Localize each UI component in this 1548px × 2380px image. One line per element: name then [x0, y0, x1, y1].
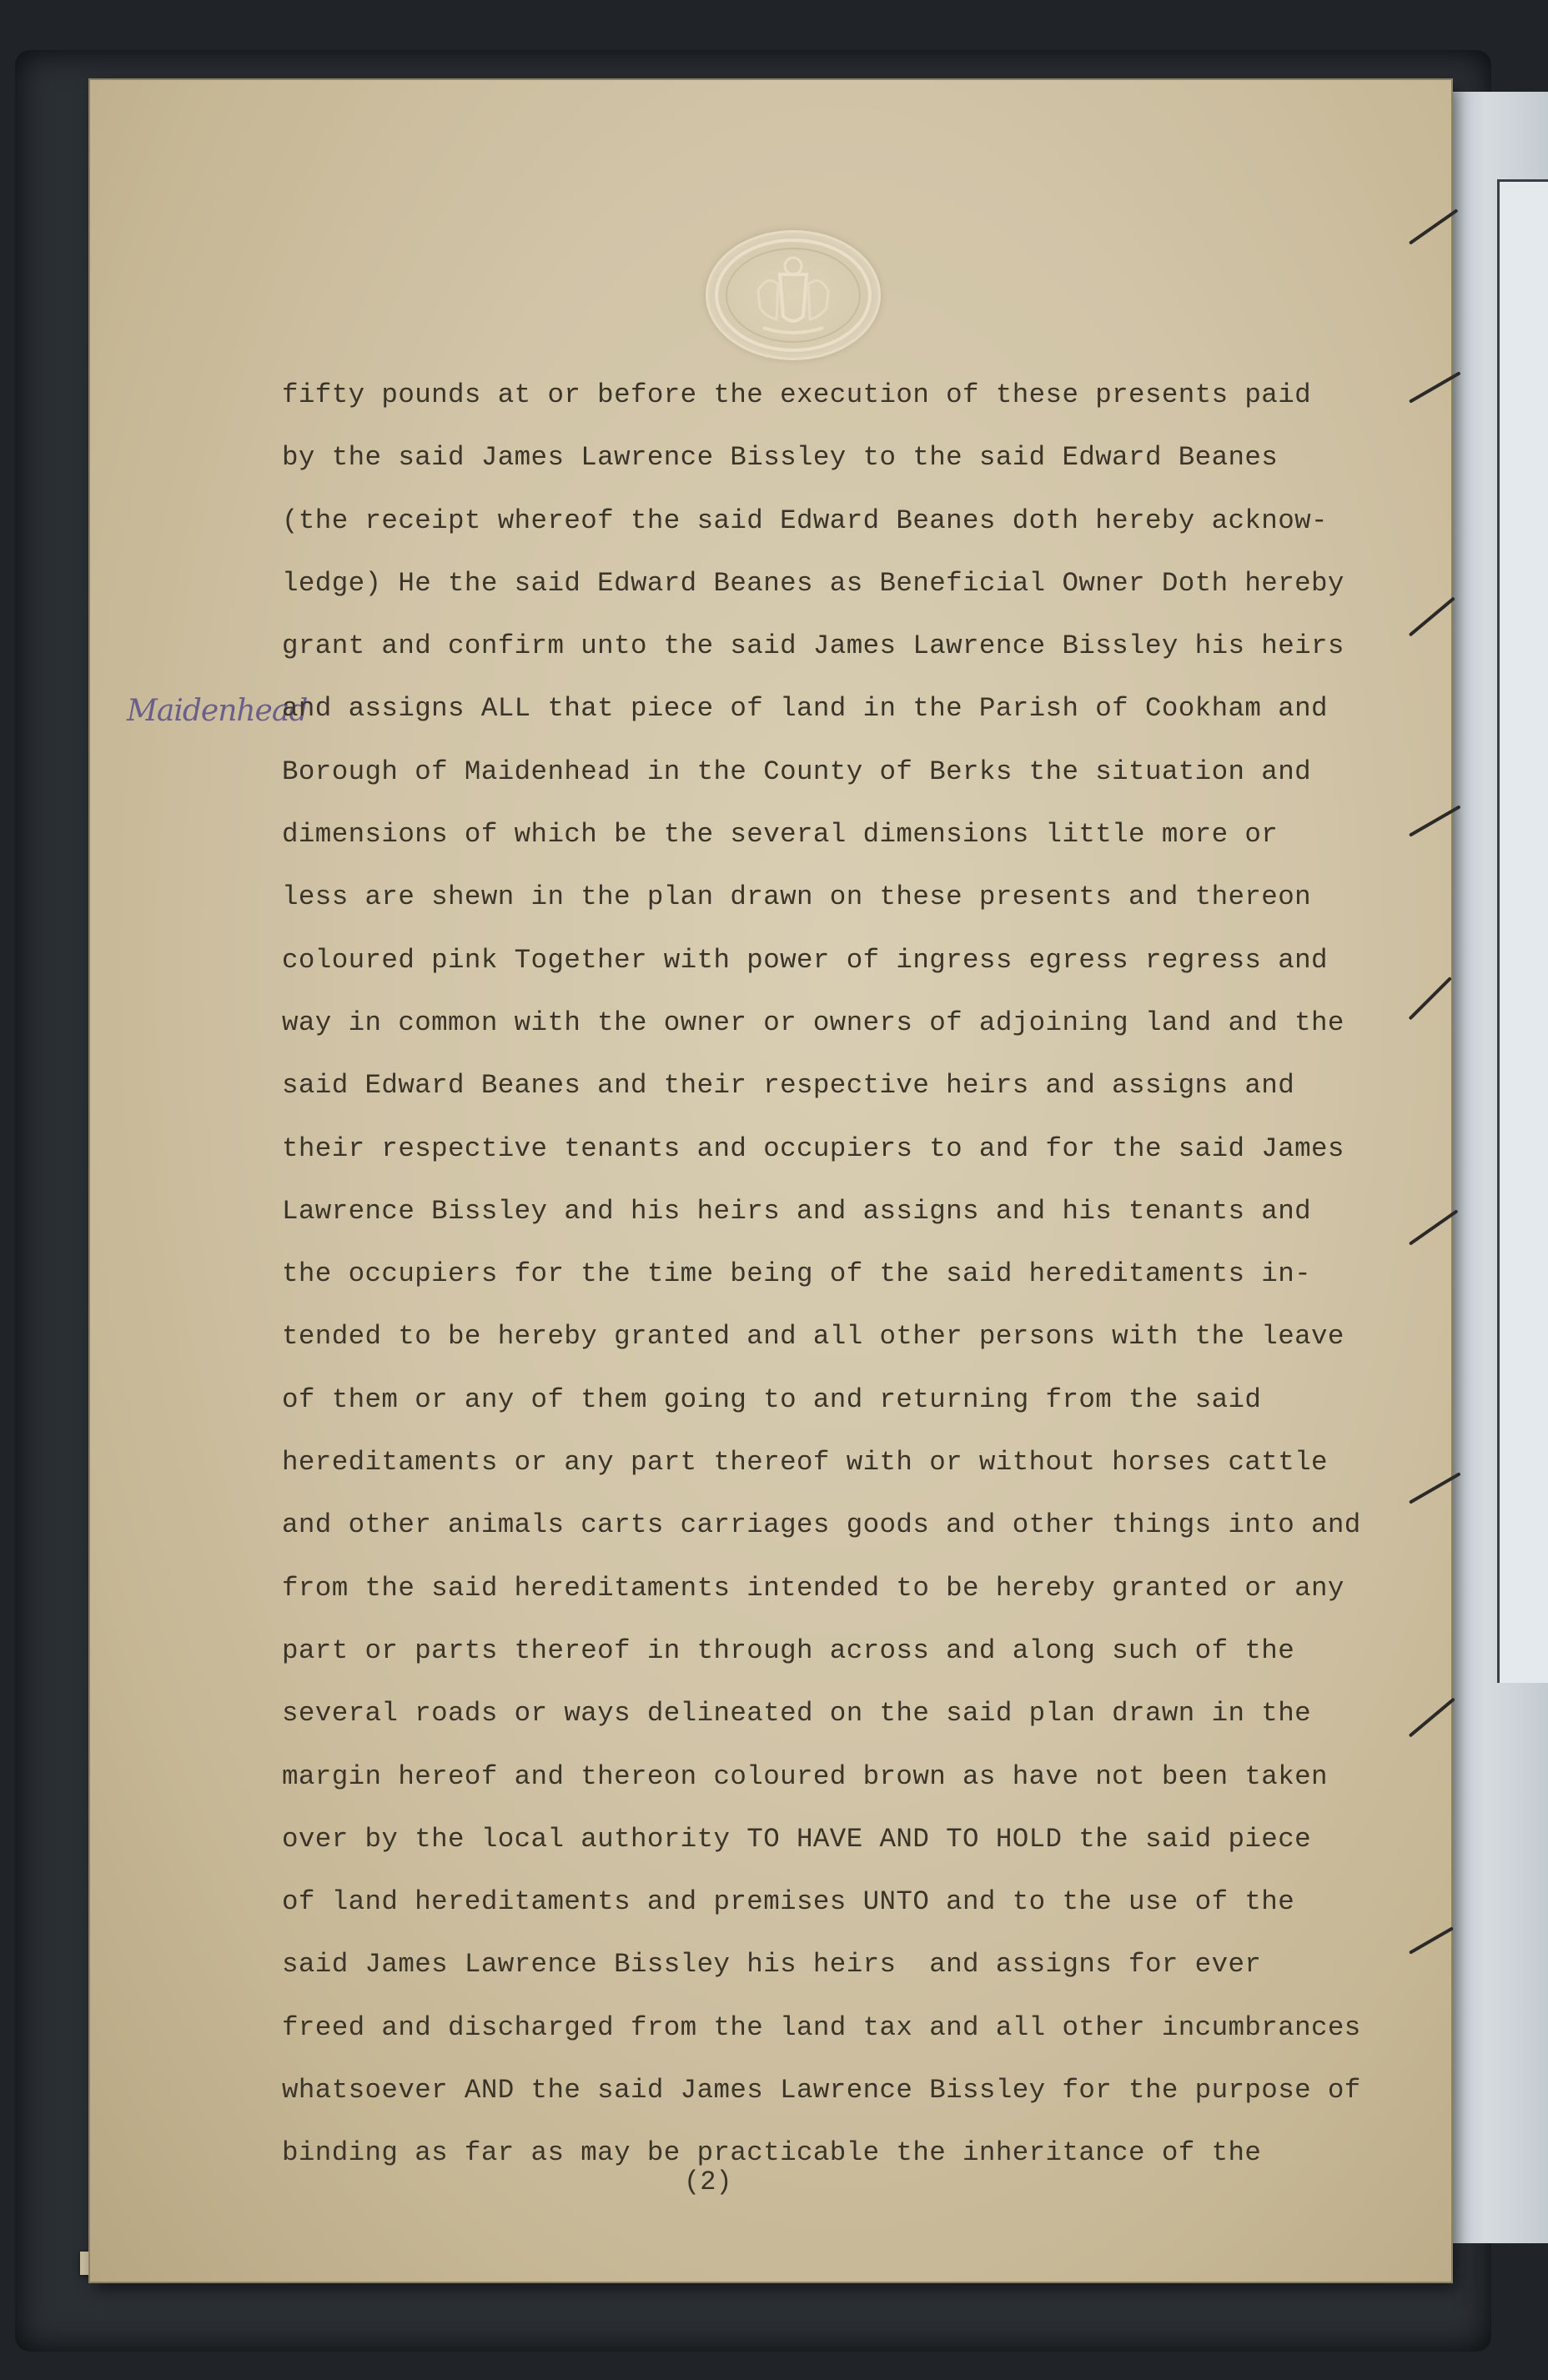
deed-line: from the said hereditaments intended to be hereby granted or any — [282, 1572, 1344, 1604]
deed-line: (the receipt whereof the said Edward Beanes doth hereby acknow- — [282, 505, 1328, 536]
deed-line: way in common with the owner or owners of adjoining land and the — [282, 1007, 1344, 1038]
deed-line: said Edward Beanes and their respective heirs and assigns and — [282, 1070, 1295, 1102]
deed-body-text — [282, 370, 1400, 2192]
deed-line: and assigns ALL that piece of land in the Parish of Cookham and — [282, 693, 1328, 725]
deed-line: said James Lawrence Bissley his heirs and assigns for ever — [282, 1949, 1262, 1981]
seal-graphic — [708, 233, 878, 358]
deed-line: of land hereditaments and premises UNTO and to the use of the — [282, 1886, 1295, 1918]
deed-line: whatsoever AND the said James Lawrence Bissley for the purpose of — [282, 2075, 1361, 2106]
deed-line: tended to be hereby granted and all other persons with the leave — [282, 1321, 1344, 1353]
deed-line: fifty pounds at or before the execution of these presents paid — [282, 379, 1311, 410]
deed-line: less are shewn in the plan drawn on these presents and thereon — [282, 881, 1311, 913]
deed-line: coloured pink Together with power of ingress egress regress and — [282, 944, 1328, 976]
deed-line: binding as far as may be practicable the inheritance of the — [282, 2137, 1262, 2169]
deed-line: margin hereof and thereon coloured brown as have not been taken — [282, 1760, 1328, 1792]
deed-line: over by the local authority TO HAVE AND TO HOLD the said piece — [282, 1823, 1311, 1855]
royal-coat-of-arms-embossed-seal-icon — [706, 230, 881, 360]
deed-line: hereditaments or any part thereof with or without horses cattle — [282, 1447, 1328, 1479]
deed-line: part or parts thereof in through across and along such of the — [282, 1634, 1295, 1666]
deed-line: Borough of Maidenhead in the County of Berks the situation and — [282, 756, 1311, 787]
deed-line: their respective tenants and occupiers to and for the said James — [282, 1132, 1344, 1164]
deed-line: of them or any of them going to and returning from the said — [282, 1383, 1262, 1415]
deed-line: the occupiers for the time being of the said hereditaments in- — [282, 1258, 1311, 1290]
page-number: (2) — [684, 2167, 732, 2197]
deed-line: freed and discharged from the land tax and all other incumbrances — [282, 2011, 1361, 2043]
deed-line: grant and confirm unto the said James Lawrence Bissley his heirs — [282, 630, 1344, 662]
deed-line: ledge) He the said Edward Beanes as Beneficial Owner Doth hereby — [282, 567, 1344, 599]
deed-line: and other animals carts carriages goods and other things into and — [282, 1509, 1361, 1541]
handwritten-margin-note: Maidenhead — [127, 694, 308, 728]
deed-line: dimensions of which be the several dimensions little more or — [282, 819, 1279, 851]
deed-line: by the said James Lawrence Bissley to the said Edward Beanes — [282, 442, 1279, 474]
adjacent-page-inset — [1497, 179, 1548, 1683]
deed-line: Lawrence Bissley and his heirs and assigns and his tenants and — [282, 1195, 1311, 1227]
deed-line: several roads or ways delineated on the said plan drawn in the — [282, 1698, 1311, 1730]
